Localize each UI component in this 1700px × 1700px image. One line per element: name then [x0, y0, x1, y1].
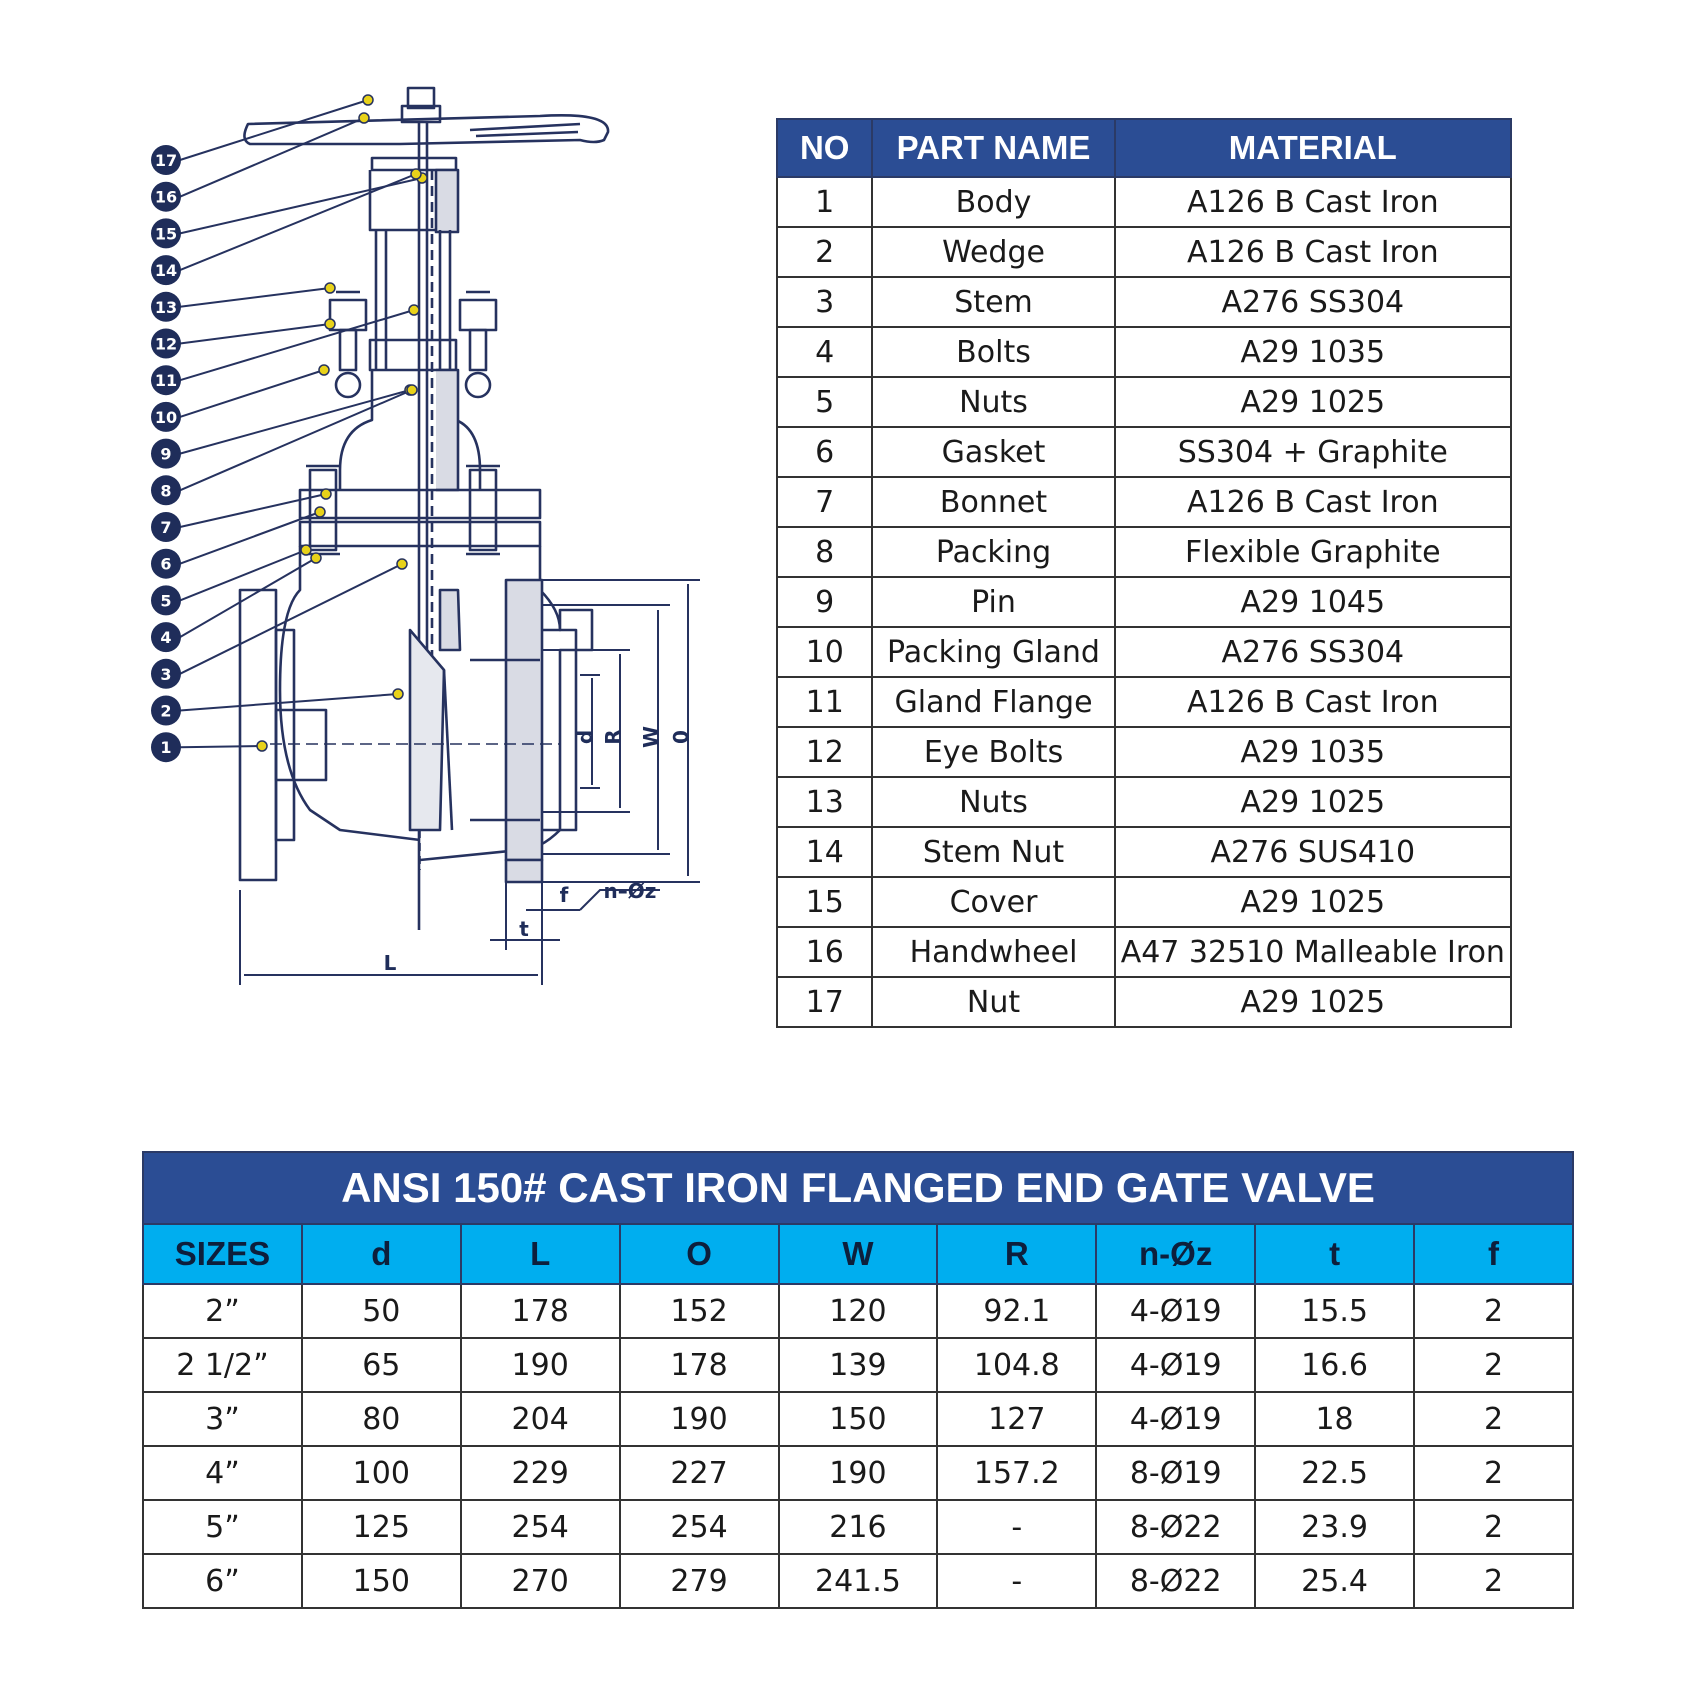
callout-number: 14 [154, 261, 178, 281]
table-row [777, 877, 1511, 927]
callout-dot [325, 319, 335, 329]
callout-dot [397, 559, 407, 569]
sizes-cell: 190 [620, 1392, 779, 1446]
part-name: Body [872, 177, 1114, 227]
part-material: A126 B Cast Iron [1115, 477, 1511, 527]
part-no: 6 [777, 427, 872, 477]
sizes-cell: 50 [302, 1284, 461, 1338]
callout-dot [411, 169, 421, 179]
part-no: 16 [777, 927, 872, 977]
sizes-cell: 80 [302, 1392, 461, 1446]
sizes-cell: 178 [620, 1338, 779, 1392]
part-material: Flexible Graphite [1115, 527, 1511, 577]
table-row [777, 927, 1511, 977]
sizes-cell: 65 [302, 1338, 461, 1392]
sizes-cell: 2 1/2” [143, 1338, 302, 1392]
table-row [143, 1284, 1573, 1338]
callout-leaders [180, 100, 422, 747]
callout-leader-line [180, 324, 330, 344]
callout-dot [311, 553, 321, 563]
part-material: A29 1025 [1115, 777, 1511, 827]
sizes-cell: - [937, 1554, 1096, 1608]
dim-label-f: f [559, 883, 569, 907]
sizes-cell: 3” [143, 1392, 302, 1446]
sizes-cell: 254 [461, 1500, 620, 1554]
callout-number: 10 [154, 407, 178, 427]
dim-label-t: t [519, 917, 529, 941]
sizes-cell: 150 [779, 1392, 938, 1446]
callout-dot [393, 689, 403, 699]
sizes-cell: 190 [461, 1338, 620, 1392]
sizes-cell: 4-Ø19 [1096, 1284, 1255, 1338]
part-name: Gland Flange [872, 677, 1114, 727]
part-material: A276 SUS410 [1115, 827, 1511, 877]
callout-dot [363, 95, 373, 105]
part-no: 8 [777, 527, 872, 577]
sizes-cell: 2 [1414, 1446, 1573, 1500]
sizes-cell: - [937, 1500, 1096, 1554]
callout-leader-line [180, 746, 262, 747]
table-row [777, 827, 1511, 877]
sizes-cell: 100 [302, 1446, 461, 1500]
part-material: A29 1045 [1115, 577, 1511, 627]
part-material: A126 B Cast Iron [1115, 177, 1511, 227]
sizes-cell: 254 [620, 1500, 779, 1554]
sizes-title: ANSI 150# CAST IRON FLANGED END GATE VALVE [142, 1151, 1574, 1223]
callout-number: 15 [154, 224, 178, 244]
part-no: 13 [777, 777, 872, 827]
part-name: Nut [872, 977, 1114, 1027]
sizes-cell: 104.8 [937, 1338, 1096, 1392]
parts-table [776, 118, 1512, 1028]
part-name: Handwheel [872, 927, 1114, 977]
callout-leader-line [180, 694, 398, 711]
part-name: Gasket [872, 427, 1114, 477]
sizes-cell: 16.6 [1255, 1338, 1414, 1392]
part-name: Nuts [872, 377, 1114, 427]
sizes-cell: 15.5 [1255, 1284, 1414, 1338]
sizes-cell: 2 [1414, 1392, 1573, 1446]
callout-number: 7 [160, 518, 172, 537]
part-no: 7 [777, 477, 872, 527]
sizes-cell: 4-Ø19 [1096, 1338, 1255, 1392]
sizes-cell: 279 [620, 1554, 779, 1608]
table-row [777, 977, 1511, 1027]
table-row [777, 577, 1511, 627]
sizes-col-header: R [937, 1224, 1096, 1284]
dim-label-r: R [601, 729, 625, 745]
part-name: Packing Gland [872, 627, 1114, 677]
sizes-cell: 5” [143, 1500, 302, 1554]
sizes-cell: 229 [461, 1446, 620, 1500]
callout-number: 9 [160, 444, 172, 464]
callouts [151, 95, 427, 762]
part-material: A126 B Cast Iron [1115, 227, 1511, 277]
sizes-cell: 241.5 [779, 1554, 938, 1608]
part-material: SS304 + Graphite [1115, 427, 1511, 477]
sizes-cell: 227 [620, 1446, 779, 1500]
part-no: 17 [777, 977, 872, 1027]
sizes-cell: 190 [779, 1446, 938, 1500]
part-no: 2 [777, 227, 872, 277]
part-name: Wedge [872, 227, 1114, 277]
sizes-cell: 150 [302, 1554, 461, 1608]
part-no: 5 [777, 377, 872, 427]
sizes-body [143, 1284, 1573, 1608]
sizes-col-header: SIZES [143, 1224, 302, 1284]
callout-number: 8 [160, 481, 172, 501]
part-no: 14 [777, 827, 872, 877]
table-row [143, 1392, 1573, 1446]
table-row [777, 327, 1511, 377]
callout-dot [359, 113, 369, 123]
callout-number: 6 [160, 554, 172, 574]
sizes-section [142, 1151, 1574, 1609]
table-row [777, 477, 1511, 527]
sizes-cell: 204 [461, 1392, 620, 1446]
sizes-cell: 2 [1414, 1554, 1573, 1608]
sizes-col-header: W [779, 1224, 938, 1284]
table-row [777, 377, 1511, 427]
sizes-cell: 127 [937, 1392, 1096, 1446]
sizes-cell: 157.2 [937, 1446, 1096, 1500]
table-row [777, 627, 1511, 677]
callout-dot [407, 385, 417, 395]
table-row [777, 177, 1511, 227]
callout-leader-line [180, 564, 402, 674]
part-name: Nuts [872, 777, 1114, 827]
part-name: Eye Bolts [872, 727, 1114, 777]
part-material: A276 SS304 [1115, 627, 1511, 677]
part-name: Stem Nut [872, 827, 1114, 877]
sizes-cell: 4-Ø19 [1096, 1392, 1255, 1446]
sizes-cell: 178 [461, 1284, 620, 1338]
callout-number: 11 [154, 371, 178, 391]
part-material: A126 B Cast Iron [1115, 677, 1511, 727]
sizes-cell: 2 [1414, 1500, 1573, 1554]
part-material: A29 1025 [1115, 877, 1511, 927]
callout-number: 1 [160, 738, 172, 758]
callout-number: 4 [160, 628, 172, 648]
part-material: A29 1025 [1115, 377, 1511, 427]
part-no: 12 [777, 727, 872, 777]
sizes-cell: 25.4 [1255, 1554, 1414, 1608]
part-name: Bolts [872, 327, 1114, 377]
callout-dot [325, 283, 335, 293]
table-row [777, 277, 1511, 327]
callout-dot [257, 741, 267, 751]
sizes-cell: 125 [302, 1500, 461, 1554]
part-no: 10 [777, 627, 872, 677]
part-material: A29 1035 [1115, 327, 1511, 377]
parts-body [777, 177, 1511, 1027]
sizes-cell: 18 [1255, 1392, 1414, 1446]
callout-leader-line [180, 174, 416, 270]
table-row [777, 227, 1511, 277]
sizes-cell: 152 [620, 1284, 779, 1338]
table-row [143, 1554, 1573, 1608]
sizes-col-header: t [1255, 1224, 1414, 1284]
callout-number: 13 [154, 297, 178, 317]
table-row [143, 1338, 1573, 1392]
callout-dot [409, 305, 419, 315]
callout-leader-line [180, 288, 330, 307]
sizes-col-header: f [1414, 1224, 1573, 1284]
callout-dot [301, 545, 311, 555]
callout-dot [319, 365, 329, 375]
callout-number: 3 [160, 664, 172, 684]
dim-label-o: 0 [669, 730, 693, 744]
table-row [777, 777, 1511, 827]
part-material: A276 SS304 [1115, 277, 1511, 327]
part-no: 15 [777, 877, 872, 927]
part-name: Packing [872, 527, 1114, 577]
sizes-col-header: d [302, 1224, 461, 1284]
sizes-cell: 8-Ø22 [1096, 1554, 1255, 1608]
gate-valve-diagram [140, 70, 780, 1090]
sizes-cell: 8-Ø19 [1096, 1446, 1255, 1500]
table-row [777, 527, 1511, 577]
sizes-cell: 23.9 [1255, 1500, 1414, 1554]
sizes-col-header: n-Øz [1096, 1224, 1255, 1284]
sizes-cell: 139 [779, 1338, 938, 1392]
part-material: A29 1035 [1115, 727, 1511, 777]
sizes-cell: 2” [143, 1284, 302, 1338]
sizes-cell: 22.5 [1255, 1446, 1414, 1500]
dim-label-w: W [639, 725, 663, 749]
sizes-cell: 8-Ø22 [1096, 1500, 1255, 1554]
sizes-cell: 2 [1414, 1338, 1573, 1392]
col-header-part-name: PART NAME [872, 119, 1114, 177]
callout-number: 16 [154, 187, 178, 207]
sizes-cell: 216 [779, 1500, 938, 1554]
part-name: Pin [872, 577, 1114, 627]
dim-label-d: d [573, 729, 597, 745]
sizes-cell: 120 [779, 1284, 938, 1338]
part-no: 1 [777, 177, 872, 227]
callout-dot [321, 489, 331, 499]
valve-outline [240, 88, 608, 930]
sizes-header-row [143, 1224, 1573, 1284]
dim-label-nz: n–Øz [603, 879, 657, 903]
sizes-cell: 2 [1414, 1284, 1573, 1338]
dimension-lines [240, 580, 700, 985]
col-header-no: NO [777, 119, 872, 177]
sizes-col-header: O [620, 1224, 779, 1284]
part-no: 11 [777, 677, 872, 727]
table-row [143, 1446, 1573, 1500]
part-name: Cover [872, 877, 1114, 927]
part-material: A47 32510 Malleable Iron [1115, 927, 1511, 977]
dim-label-l: L [383, 951, 397, 975]
sizes-cell: 270 [461, 1554, 620, 1608]
table-row [777, 427, 1511, 477]
callout-number: 17 [154, 151, 178, 170]
parts-header-row [777, 119, 1511, 177]
sizes-col-header: L [461, 1224, 620, 1284]
callout-number: 5 [160, 591, 172, 611]
callout-number: 2 [160, 701, 172, 721]
part-name: Bonnet [872, 477, 1114, 527]
sizes-cell: 92.1 [937, 1284, 1096, 1338]
callout-leader-line [180, 390, 410, 454]
table-row [777, 727, 1511, 777]
part-no: 3 [777, 277, 872, 327]
sizes-cell: 6” [143, 1554, 302, 1608]
sizes-table [142, 1223, 1574, 1609]
part-name: Stem [872, 277, 1114, 327]
col-header-material: MATERIAL [1115, 119, 1511, 177]
table-row [143, 1500, 1573, 1554]
callout-number: 12 [154, 334, 178, 354]
part-no: 4 [777, 327, 872, 377]
part-material: A29 1025 [1115, 977, 1511, 1027]
part-no: 9 [777, 577, 872, 627]
callout-leader-line [180, 370, 324, 417]
table-row [777, 677, 1511, 727]
callout-leader-line [180, 100, 368, 160]
sizes-cell: 4” [143, 1446, 302, 1500]
callout-dot [315, 507, 325, 517]
